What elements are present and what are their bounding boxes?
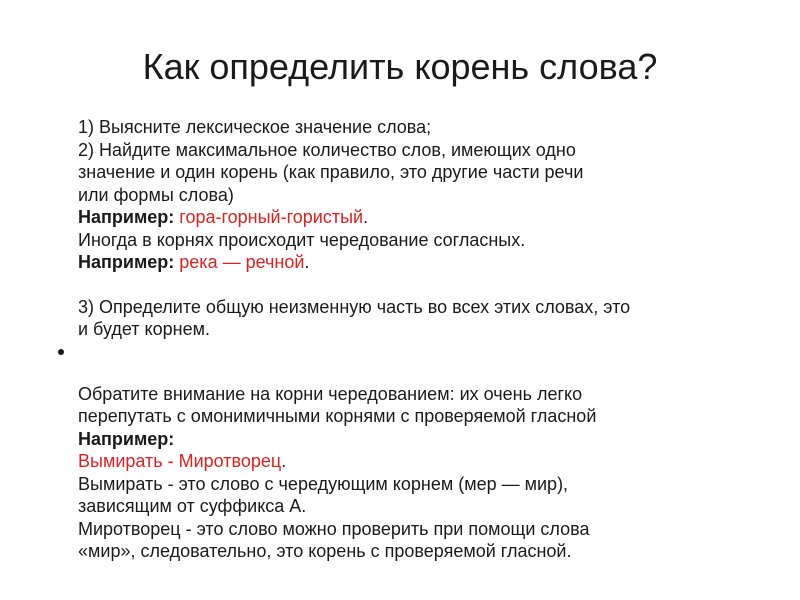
- note-example-label: Например:: [78, 428, 175, 449]
- explain-2-line-2: «мир», следовательно, это корень с проверяемой гласной.: [78, 541, 572, 561]
- step-2-line-2: значение и один корень (как правило, это другие части речи: [78, 162, 584, 182]
- example-label: Например:: [78, 207, 175, 227]
- explain-2-line-1: Миротворец - это слово можно проверить при помощи слова: [78, 518, 590, 539]
- period: .: [281, 451, 287, 471]
- step-3-line-1: 3) Определите общую неизменную часть во всех этих словах, это: [78, 296, 631, 317]
- note-line-1: Обратите внимание на корни чередованием: их очень легко: [78, 383, 583, 404]
- period: .: [363, 207, 369, 227]
- slide-title: Как определить корень слова?: [142, 46, 658, 87]
- example-label: Например:: [78, 252, 175, 272]
- example-1: [78, 206, 768, 229]
- period: .: [304, 252, 310, 272]
- explain-1-line-1: Вымирать - это слово с чередующим корнем (мер — мир),: [78, 473, 569, 494]
- note-example: [78, 450, 768, 473]
- bullet-dot: [58, 349, 64, 355]
- slide-body: [78, 116, 768, 563]
- example-2: [78, 251, 768, 274]
- step-1: 1) Выясните лексическое значение слова;: [78, 117, 432, 137]
- step-3-line-2: и будет корнем.: [78, 319, 210, 339]
- step-2-line-1: 2) Найдите максимальное количество слов, имеющих одно: [78, 139, 576, 160]
- note-example-words: Вымирать - Миротворец: [78, 451, 282, 471]
- alternation-note: Иногда в корнях происходит чередование согласных.: [78, 229, 526, 250]
- example-2-words: река — речной: [179, 252, 305, 272]
- explain-1-line-2: зависящим от суффикса А.: [78, 496, 307, 516]
- step-2-line-3: или формы слова): [78, 184, 234, 205]
- example-1-words: гора-горный-гористый: [179, 207, 364, 227]
- note-line-2: перепутать с омонимичными корнями с проверяемой гласной: [78, 406, 597, 426]
